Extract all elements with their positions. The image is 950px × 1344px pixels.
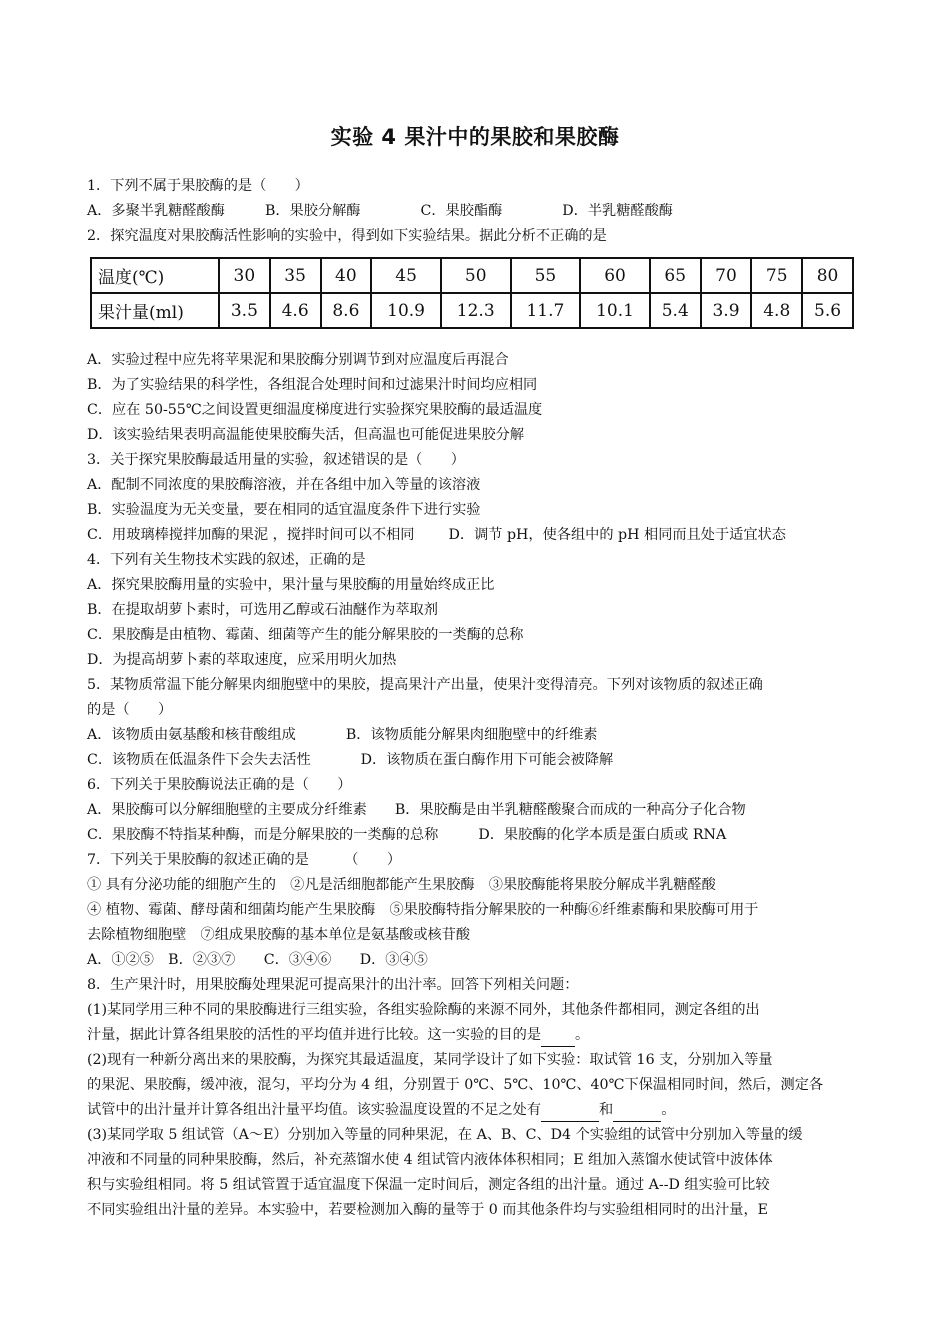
q2-results-table (90, 257, 854, 329)
q8-part1-text: 汁量，据此计算各组果胶的活性的平均值并进行比较。这一实验的目的是 (87, 1027, 542, 1043)
q1-option-a: A．多聚半乳糖醛酸酶 (87, 203, 225, 219)
q7-statements-line3: 去除植物细胞壁 ⑦组成果胶酶的基本单位是氨基酸或核苷酸 (87, 927, 471, 943)
q6-option-a: A．果胶酶可以分解细胞壁的主要成分纤维素 (87, 802, 367, 818)
table-cell: 55 (511, 258, 581, 293)
q8-part2-line2: 的果泥、果胶酶，缓冲液，混匀，平均分为 4 组，分别置于 0℃、5℃、10℃、40℃下保温相同时间，然后，测定各 (87, 1077, 824, 1093)
table-row-label: 果汁量(ml) (91, 293, 219, 328)
q2-option-c: C．应在 50-55℃之间设置更细温度梯度进行实验探究果胶酶的最适温度 (87, 402, 543, 418)
q6-stem: 6．下列关于果胶酶说法正确的是（ ） (87, 777, 352, 793)
table-cell: 12.3 (441, 293, 511, 328)
q1-option-b: B．果胶分解酶 (264, 203, 361, 219)
q8-part1-end: 。 (575, 1027, 590, 1043)
q8-part3-line3: 积与实验组相同。将 5 组试管置于适宜温度下保温一定时间后，测定各组的出汁量。通过 A--D 组实验可比较 (87, 1177, 770, 1193)
q4-option-a: A．探究果胶酶用量的实验中，果汁量与果胶酶的用量始终成正比 (87, 577, 495, 593)
table-cell: 10.9 (371, 293, 441, 328)
table-cell: 5.4 (650, 293, 701, 328)
q8-part2-line1: (2)现有一种新分离出来的果胶酶，为探究其最适温度，某同学设计了如下实验：取试管 16 支，分别加入等量 (87, 1052, 773, 1068)
answer-blank (541, 1099, 599, 1122)
q4-option-b: B．在提取胡萝卜素时，可选用乙醇或石油醚作为萃取剂 (87, 602, 438, 618)
table-row-label: 温度(℃) (91, 258, 219, 293)
q3-option-b: B．实验温度为无关变量，要在相同的适宜温度条件下进行实验 (87, 502, 481, 518)
q6-options-cd (87, 824, 877, 846)
table-cell: 60 (580, 258, 650, 293)
table-cell: 50 (441, 258, 511, 293)
table-cell: 75 (751, 258, 802, 293)
q2-stem: 2．探究温度对果胶酶活性影响的实验中，得到如下实验结果。据此分析不正确的是 (87, 228, 607, 244)
table-cell: 10.1 (580, 293, 650, 328)
table-cell: 40 (321, 258, 372, 293)
q5-options-ab (87, 724, 877, 746)
table-cell: 45 (371, 258, 441, 293)
q5-stem-line1: 5．某物质常温下能分解果肉细胞壁中的果胶，提高果汁产出量，使果汁变得清亮。下列对该物质的叙述正确 (87, 677, 763, 693)
q5-options-cd (87, 749, 877, 771)
q3-option-a: A．配制不同浓度的果胶酶溶液，并在各组中加入等量的该溶液 (87, 477, 481, 493)
q8-part3-line4: 不同实验组出汁量的差异。本实验中，若要检测加入酶的量等于 0 而其他条件均与实验组相同时的出汁量，E (87, 1202, 769, 1218)
table-cell: 3.5 (219, 293, 270, 328)
table-cell: 35 (270, 258, 321, 293)
q4-stem: 4．下列有关生物技术实践的叙述，正确的是 (87, 552, 366, 568)
table-cell: 65 (650, 258, 701, 293)
q5-option-b: B．该物质能分解果肉细胞壁中的纤维素 (345, 727, 598, 743)
q7-statements-line1: ① 具有分泌功能的细胞产生的 ②凡是活细胞都能产生果胶酶 ③果胶酶能将果胶分解成半乳糖醛酸 (87, 877, 716, 893)
table-cell: 4.8 (751, 293, 802, 328)
q6-option-b: B．果胶酶是由半乳糖醛酸聚合而成的一种高分子化合物 (394, 802, 746, 818)
q3-option-d: D．调节 pH，使各组中的 pH 相同而且处于适宜状态 (448, 527, 786, 543)
q5-option-a: A．该物质由氨基酸和核苷酸组成 (87, 727, 296, 743)
q5-stem-line2: 的是（ ） (87, 702, 173, 718)
q8-part2-end: 。 (661, 1102, 676, 1118)
table-cell: 4.6 (270, 293, 321, 328)
q4-option-c: C．果胶酶是由植物、霉菌、细菌等产生的能分解果胶的一类酶的总称 (87, 627, 524, 643)
q4-option-d: D．为提高胡萝卜素的萃取速度，应采用明火加热 (87, 652, 397, 668)
table-cell: 80 (802, 258, 853, 293)
table-row-juice-volume (91, 293, 853, 328)
q3-stem: 3．关于探究果胶酶最适用量的实验，叙述错误的是（ ） (87, 452, 465, 468)
q1-option-d: D．半乳糖醛酸酶 (562, 203, 673, 219)
q6-options-ab (87, 799, 877, 821)
table-cell: 8.6 (321, 293, 372, 328)
table-row-temperature (91, 258, 853, 293)
q7-statements-line2: ④ 植物、霉菌、酵母菌和细菌均能产生果胶酶 ⑤果胶酶特指分解果胶的一种酶⑥纤维素酶和果胶酶可用于 (87, 902, 759, 918)
q6-option-c: C．果胶酶不特指某种酶，而是分解果胶的一类酶的总称 (87, 827, 439, 843)
q1-option-c: C．果胶酯酶 (420, 203, 503, 219)
answer-blank (541, 1024, 575, 1047)
q3-options-cd (87, 524, 877, 546)
q1-stem: 1．下列不属于果胶酶的是（ ） (87, 178, 309, 194)
table-cell: 3.9 (701, 293, 752, 328)
q8-part3-line2: 冲液和不同量的同种果胶酶，然后，补充蒸馏水使 4 组试管内液体体积相同；E 组加入蒸馏水使试管中波体体 (87, 1152, 773, 1168)
q2-option-a: A．实验过程中应先将苹果泥和果胶酶分别调节到对应温度后再混合 (87, 352, 509, 368)
q6-option-d: D．果胶酶的化学本质是蛋白质或 RNA (478, 827, 727, 843)
q7-stem: 7．下列关于果胶酶的叙述正确的是 （ ） (87, 852, 402, 868)
table-cell: 70 (701, 258, 752, 293)
q2-option-b: B．为了实验结果的科学性，各组混合处理时间和过滤果汁时间均应相同 (87, 377, 538, 393)
table-cell: 30 (219, 258, 270, 293)
q3-option-c: C．用玻璃棒搅拌加酶的果泥 ，搅拌时间可以不相同 (87, 527, 415, 543)
q8-part1-line2 (87, 1024, 877, 1047)
q8-stem: 8．生产果汁时，用果胶酶处理果泥可提高果汁的出汁率。回答下列相关问题： (87, 977, 579, 993)
q5-option-d: D．该物质在蛋白酶作用下可能会被降解 (360, 752, 614, 768)
q5-option-c: C．该物质在低温条件下会失去活性 (87, 752, 311, 768)
q8-part1-line1: (1)某同学用三种不同的果胶酶进行三组实验，各组实验除酶的来源不同外，其他条件都相同，测定各组的出 (87, 1002, 760, 1018)
q8-part2-line3 (87, 1099, 877, 1122)
table-cell: 11.7 (511, 293, 581, 328)
table-cell: 5.6 (802, 293, 853, 328)
q8-part2-text: 试管中的出汁量并计算各组出汁量平均值。该实验温度设置的不足之处有 (87, 1102, 542, 1118)
q2-option-d: D．该实验结果表明高温能使果胶酶失活，但高温也可能促进果胶分解 (87, 427, 525, 443)
answer-blank (613, 1099, 661, 1122)
page-title: 实验 4 果汁中的果胶和果胶酶 (330, 125, 620, 149)
q7-options: A．①②⑤ B．②③⑦ C．③④⑥ D．③④⑤ (87, 952, 428, 968)
q8-part2-and: 和 (599, 1102, 614, 1118)
q8-part3-line1: (3)某同学取 5 组试管（A～E）分别加入等量的同种果泥，在 A、B、C、D4 个实验组的试管中分别加入等量的缓 (87, 1127, 803, 1143)
q1-options (87, 200, 877, 222)
